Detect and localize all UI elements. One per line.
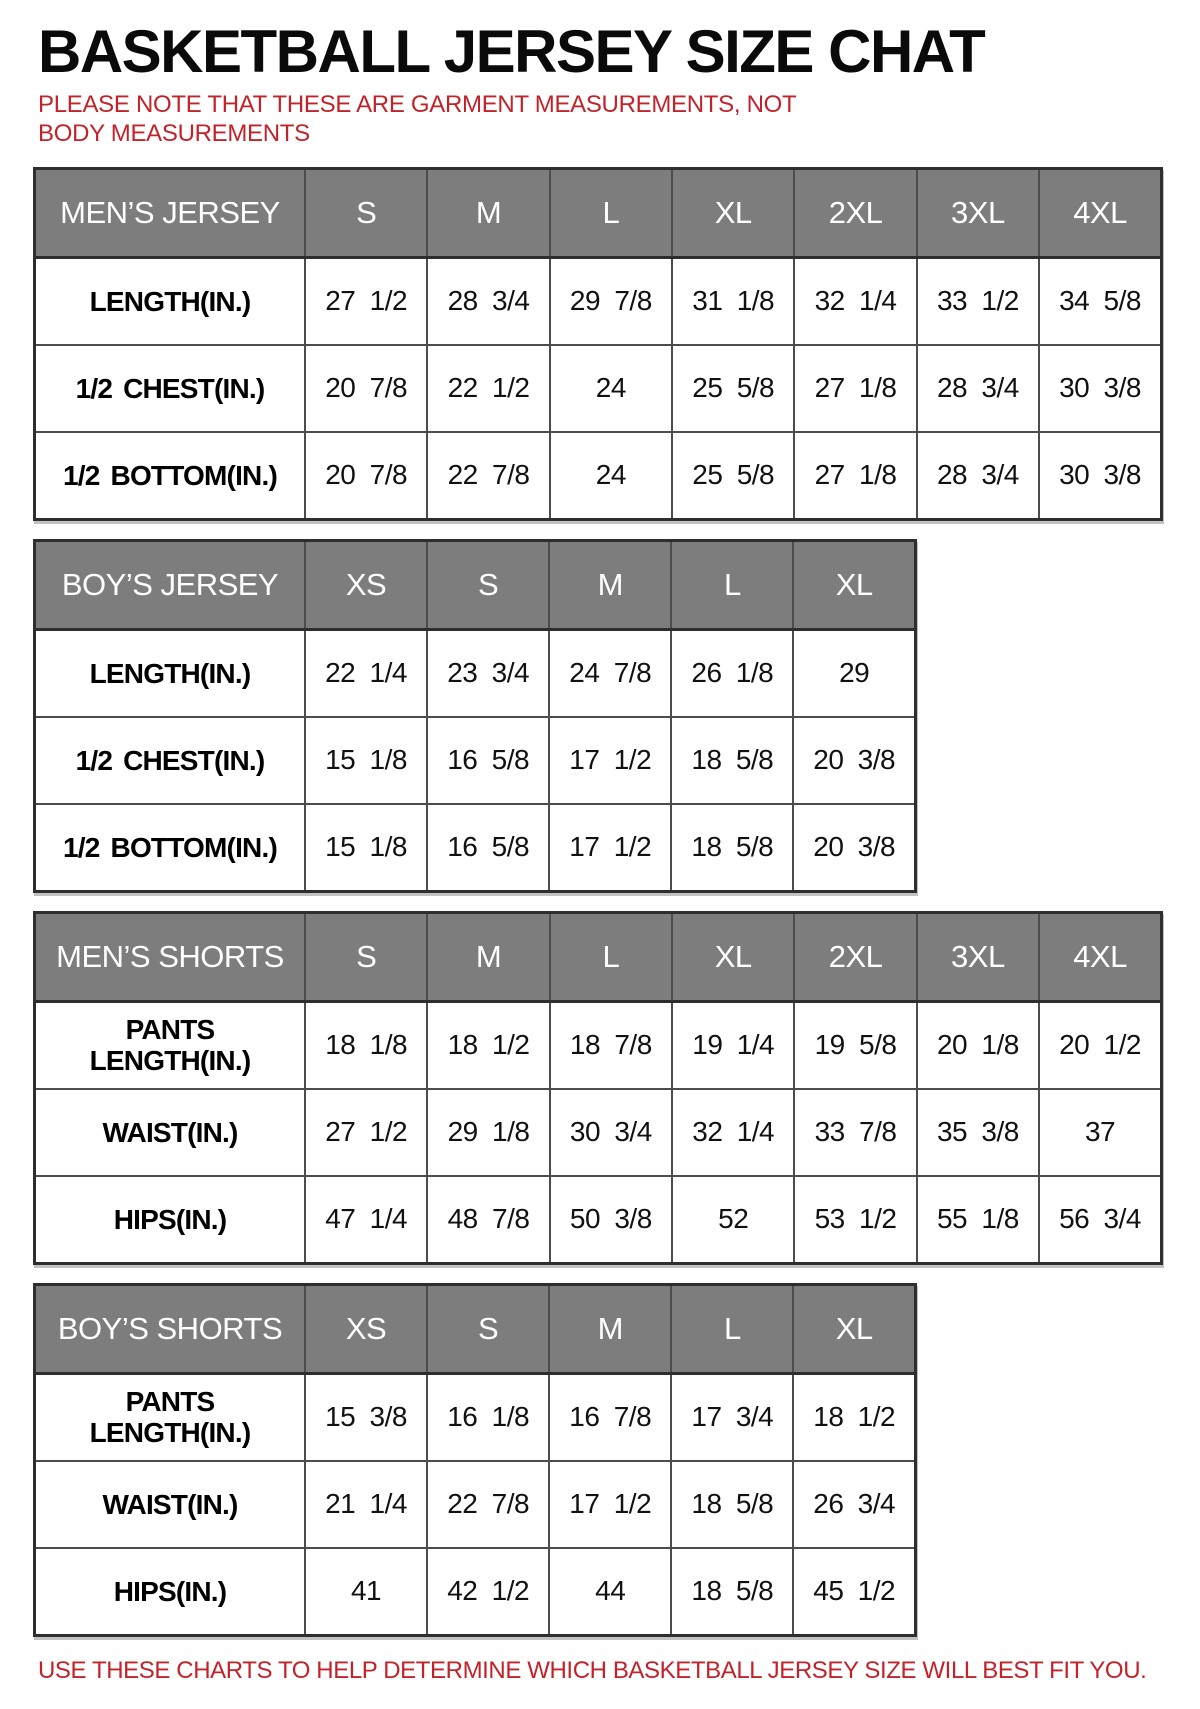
header-row — [35, 912, 1162, 1001]
header-row — [35, 1284, 916, 1373]
size-header-cell: XL — [793, 540, 915, 629]
measurement-value-cell: 33 7/8 — [794, 1089, 916, 1176]
table-row — [35, 629, 916, 717]
measurement-value-cell: 19 1/4 — [672, 1001, 794, 1089]
measurement-label-cell: WAIST(IN.) — [35, 1089, 306, 1176]
measurement-value-cell: 33 1/2 — [917, 257, 1039, 345]
size-header-cell: 2XL — [794, 168, 916, 257]
size-header-cell: M — [427, 168, 549, 257]
measurement-value-cell: 16 1/8 — [427, 1373, 549, 1461]
size-header-cell: XL — [672, 168, 794, 257]
size-header-cell: XS — [305, 1284, 427, 1373]
measurement-value-cell: 55 1/8 — [917, 1176, 1039, 1264]
measurement-value-cell: 15 1/8 — [305, 717, 427, 804]
measurement-value-cell: 22 7/8 — [427, 432, 549, 520]
measurement-value-cell: 17 1/2 — [549, 1461, 671, 1548]
table-row — [35, 1089, 1162, 1176]
measurement-value-cell: 20 3/8 — [793, 804, 915, 892]
measurement-value-cell: 29 — [793, 629, 915, 717]
measurement-label-cell: LENGTH(IN.) — [35, 257, 306, 345]
measurement-value-cell: 20 1/8 — [917, 1001, 1039, 1089]
measurement-value-cell: 27 1/8 — [794, 345, 916, 432]
measurement-label-cell: 1/2 BOTTOM(IN.) — [35, 804, 306, 892]
table-title-cell: BOY’S SHORTS — [35, 1284, 306, 1373]
measurement-value-cell: 16 5/8 — [427, 717, 549, 804]
boys-jersey-table — [33, 539, 917, 893]
table-row — [35, 1461, 916, 1548]
size-header-cell: S — [427, 1284, 549, 1373]
measurement-value-cell: 26 1/8 — [671, 629, 793, 717]
size-header-cell: 3XL — [917, 168, 1039, 257]
measurement-value-cell: 34 5/8 — [1039, 257, 1161, 345]
size-header-cell: L — [550, 912, 672, 1001]
measurement-value-cell: 18 5/8 — [671, 804, 793, 892]
measurement-value-cell: 20 1/2 — [1039, 1001, 1161, 1089]
page-title: BASKETBALL JERSEY SIZE CHAT — [38, 18, 985, 85]
measurement-value-cell: 15 3/8 — [305, 1373, 427, 1461]
measurement-value-cell: 42 1/2 — [427, 1548, 549, 1636]
measurement-value-cell: 17 1/2 — [549, 804, 671, 892]
measurement-value-cell: 28 3/4 — [917, 432, 1039, 520]
mens-jersey-table — [33, 167, 1163, 521]
measurement-value-cell: 28 3/4 — [917, 345, 1039, 432]
measurement-value-cell: 18 1/8 — [305, 1001, 427, 1089]
table-title-cell: MEN’S JERSEY — [35, 168, 306, 257]
measurement-value-cell: 47 1/4 — [305, 1176, 427, 1264]
measurement-value-cell: 45 1/2 — [793, 1548, 915, 1636]
size-header-cell: 4XL — [1039, 912, 1161, 1001]
table-row — [35, 345, 1162, 432]
measurement-value-cell: 18 7/8 — [550, 1001, 672, 1089]
measurement-value-cell: 24 — [550, 345, 672, 432]
measurement-value-cell: 30 3/4 — [550, 1089, 672, 1176]
measurement-value-cell: 30 3/8 — [1039, 432, 1161, 520]
measurement-value-cell: 21 1/4 — [305, 1461, 427, 1548]
measurement-value-cell: 19 5/8 — [794, 1001, 916, 1089]
size-header-cell: L — [671, 540, 793, 629]
measurement-label-cell: HIPS(IN.) — [35, 1548, 306, 1636]
size-header-cell: 4XL — [1039, 168, 1161, 257]
measurement-value-cell: 16 5/8 — [427, 804, 549, 892]
measurement-value-cell: 32 1/4 — [794, 257, 916, 345]
table-title-cell: BOY’S JERSEY — [35, 540, 306, 629]
table-row — [35, 1548, 916, 1636]
measurement-value-cell: 53 1/2 — [794, 1176, 916, 1264]
size-header-cell: S — [305, 912, 427, 1001]
measurement-value-cell: 41 — [305, 1548, 427, 1636]
table-row — [35, 1176, 1162, 1264]
measurement-value-cell: 31 1/8 — [672, 257, 794, 345]
size-header-cell: XS — [305, 540, 427, 629]
measurement-value-cell: 18 5/8 — [671, 1461, 793, 1548]
measurement-value-cell: 26 3/4 — [793, 1461, 915, 1548]
header-row — [35, 540, 916, 629]
measurement-value-cell: 22 1/4 — [305, 629, 427, 717]
table-row — [35, 717, 916, 804]
measurement-value-cell: 24 7/8 — [549, 629, 671, 717]
measurement-value-cell: 37 — [1039, 1089, 1161, 1176]
size-header-cell: L — [550, 168, 672, 257]
boys-shorts-table — [33, 1283, 917, 1637]
measurement-label-cell: LENGTH(IN.) — [35, 629, 306, 717]
measurement-value-cell: 23 3/4 — [427, 629, 549, 717]
measurement-value-cell: 25 5/8 — [672, 345, 794, 432]
measurement-label-cell: 1/2 CHEST(IN.) — [35, 717, 306, 804]
size-header-cell: 2XL — [794, 912, 916, 1001]
garment-measurement-note: PLEASE NOTE THAT THESE ARE GARMENT MEASUREMENTS, NOT BODY MEASUREMENTS — [38, 91, 796, 147]
measurement-value-cell: 48 7/8 — [427, 1176, 549, 1264]
measurement-label-cell: 1/2 BOTTOM(IN.) — [35, 432, 306, 520]
measurement-value-cell: 17 3/4 — [671, 1373, 793, 1461]
table-row — [35, 432, 1162, 520]
size-header-cell: S — [427, 540, 549, 629]
size-header-cell: XL — [793, 1284, 915, 1373]
measurement-value-cell: 22 1/2 — [427, 345, 549, 432]
measurement-value-cell: 30 3/8 — [1039, 345, 1161, 432]
measurement-value-cell: 18 5/8 — [671, 1548, 793, 1636]
table-row — [35, 1373, 916, 1461]
measurement-label-cell: HIPS(IN.) — [35, 1176, 306, 1264]
measurement-value-cell: 56 3/4 — [1039, 1176, 1161, 1264]
measurement-label-cell: PANTS LENGTH(IN.) — [35, 1373, 306, 1461]
measurement-value-cell: 20 3/8 — [793, 717, 915, 804]
measurement-label-cell: WAIST(IN.) — [35, 1461, 306, 1548]
measurement-label-cell: 1/2 CHEST(IN.) — [35, 345, 306, 432]
measurement-value-cell: 20 7/8 — [305, 345, 427, 432]
size-header-cell: M — [427, 912, 549, 1001]
size-header-cell: M — [549, 540, 671, 629]
measurement-value-cell: 20 7/8 — [305, 432, 427, 520]
measurement-value-cell: 29 1/8 — [427, 1089, 549, 1176]
size-header-cell: L — [671, 1284, 793, 1373]
measurement-value-cell: 22 7/8 — [427, 1461, 549, 1548]
measurement-value-cell: 52 — [672, 1176, 794, 1264]
table-row — [35, 804, 916, 892]
table-title-cell: MEN’S SHORTS — [35, 912, 306, 1001]
size-header-cell: 3XL — [917, 912, 1039, 1001]
size-header-cell: S — [305, 168, 427, 257]
measurement-value-cell: 17 1/2 — [549, 717, 671, 804]
measurement-value-cell: 28 3/4 — [427, 257, 549, 345]
measurement-value-cell: 35 3/8 — [917, 1089, 1039, 1176]
measurement-value-cell: 32 1/4 — [672, 1089, 794, 1176]
measurement-value-cell: 27 1/2 — [305, 257, 427, 345]
measurement-value-cell: 27 1/2 — [305, 1089, 427, 1176]
fit-advice-note: USE THESE CHARTS TO HELP DETERMINE WHICH BASKETBALL JERSEY SIZE WILL BEST FIT YOU. — [38, 1656, 1147, 1684]
mens-shorts-table — [33, 911, 1163, 1265]
measurement-value-cell: 25 5/8 — [672, 432, 794, 520]
measurement-value-cell: 27 1/8 — [794, 432, 916, 520]
measurement-value-cell: 16 7/8 — [549, 1373, 671, 1461]
measurement-value-cell: 18 5/8 — [671, 717, 793, 804]
measurement-value-cell: 18 1/2 — [793, 1373, 915, 1461]
measurement-label-cell: PANTS LENGTH(IN.) — [35, 1001, 306, 1089]
header-row — [35, 168, 1162, 257]
table-row — [35, 257, 1162, 345]
measurement-value-cell: 50 3/8 — [550, 1176, 672, 1264]
measurement-value-cell: 15 1/8 — [305, 804, 427, 892]
table-row — [35, 1001, 1162, 1089]
measurement-value-cell: 44 — [549, 1548, 671, 1636]
measurement-value-cell: 29 7/8 — [550, 257, 672, 345]
size-header-cell: M — [549, 1284, 671, 1373]
size-header-cell: XL — [672, 912, 794, 1001]
measurement-value-cell: 24 — [550, 432, 672, 520]
measurement-value-cell: 18 1/2 — [427, 1001, 549, 1089]
